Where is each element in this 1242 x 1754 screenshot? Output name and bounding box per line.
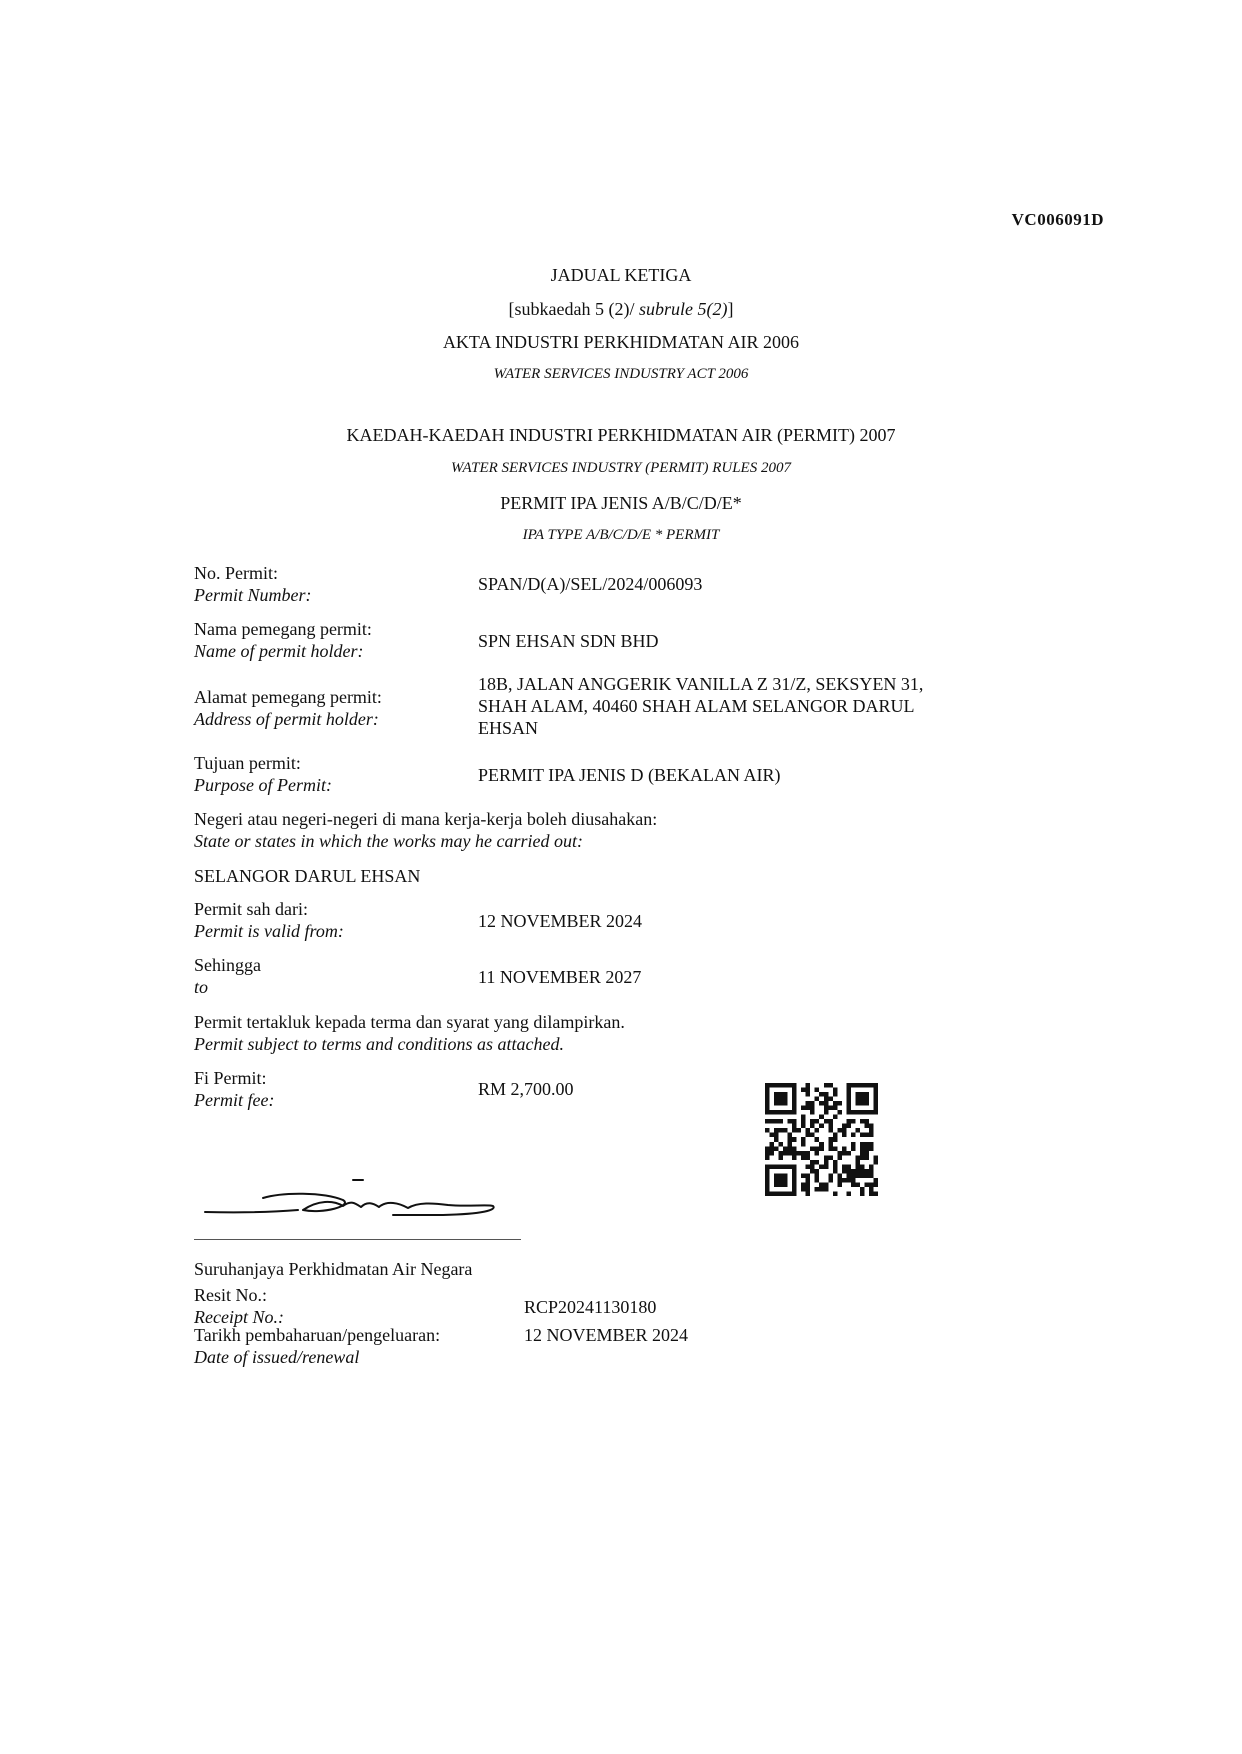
purpose-label-ms: Tujuan permit: <box>194 753 301 773</box>
signatory-organisation: Suruhanjaya Perkhidmatan Air Negara <box>194 1259 473 1279</box>
states-label-ms: Negeri atau negeri-negeri di mana kerja-kerja boleh diusahakan: <box>194 809 658 829</box>
valid-from-label <box>194 898 344 942</box>
purpose-value: PERMIT IPA JENIS D (BEKALAN AIR) <box>478 765 781 785</box>
valid-to-label-ms: Sehingga <box>194 955 261 975</box>
terms-text-en: Permit subject to terms and conditions as attached. <box>194 1034 564 1054</box>
signature-icon <box>203 1170 513 1220</box>
permit-number-label <box>194 562 311 606</box>
valid-to-value: 11 NOVEMBER 2027 <box>478 967 642 987</box>
rules-title-en: WATER SERVICES INDUSTRY (PERMIT) RULES 2007 <box>451 460 791 476</box>
issue-date-label <box>194 1324 440 1368</box>
subrule-suffix: ] <box>727 299 734 319</box>
subrule-prefix: [subkaedah 5 (2)/ <box>508 299 639 319</box>
fee-value: RM 2,700.00 <box>478 1079 574 1099</box>
receipt-label-ms: Resit No.: <box>194 1285 268 1305</box>
states-value: SELANGOR DARUL EHSAN <box>194 866 421 886</box>
address-line: SHAH ALAM, 40460 SHAH ALAM SELANGOR DARUL <box>478 696 915 716</box>
fee-label-en: Permit fee: <box>194 1090 275 1110</box>
permit-number-label-en: Permit Number: <box>194 585 312 605</box>
permit-number-value: SPAN/D(A)/SEL/2024/006093 <box>478 574 703 594</box>
permit-type-ms: PERMIT IPA JENIS A/B/C/D/E* <box>500 493 742 513</box>
valid-from-label-en: Permit is valid from: <box>194 921 344 941</box>
states-label <box>194 808 657 852</box>
subrule-italic: subrule 5(2) <box>638 299 728 319</box>
issue-date-value: 12 NOVEMBER 2024 <box>524 1325 689 1345</box>
holder-name-label-ms: Nama pemegang permit: <box>194 619 372 639</box>
holder-name-label <box>194 618 372 662</box>
qr-code-icon <box>765 1083 878 1196</box>
receipt-value: RCP20241130180 <box>524 1297 657 1317</box>
purpose-label <box>194 752 332 796</box>
holder-address-value <box>478 673 923 739</box>
act-title-ms: AKTA INDUSTRI PERKHIDMATAN AIR 2006 <box>442 332 800 352</box>
valid-to-label-en: to <box>194 977 209 997</box>
reference-code: VC006091D <box>1011 210 1104 229</box>
states-label-en: State or states in which the works may he carried out: <box>194 831 583 851</box>
schedule-title: JADUAL KETIGA <box>550 265 692 285</box>
address-line: 18B, JALAN ANGGERIK VANILLA Z 31/Z, SEKSYEN 31, <box>478 674 924 694</box>
issue-date-label-en: Date of issued/renewal <box>194 1347 360 1367</box>
subrule-reference <box>0 299 1242 320</box>
holder-name-label-en: Name of permit holder: <box>194 641 364 661</box>
valid-from-value: 12 NOVEMBER 2024 <box>478 911 643 931</box>
act-title-en: WATER SERVICES INDUSTRY ACT 2006 <box>493 366 749 382</box>
terms-text-ms: Permit tertakluk kepada terma dan syarat yang dilampirkan. <box>194 1012 625 1032</box>
rules-title-ms: KAEDAH-KAEDAH INDUSTRI PERKHIDMATAN AIR (PERMIT) 2007 <box>346 425 896 445</box>
fee-label <box>194 1067 274 1111</box>
fee-label-ms: Fi Permit: <box>194 1068 267 1088</box>
receipt-label <box>194 1284 284 1328</box>
valid-to-label <box>194 954 261 998</box>
holder-address-label-en: Address of permit holder: <box>194 709 379 729</box>
issue-date-label-ms: Tarikh pembaharuan/pengeluaran: <box>194 1325 441 1345</box>
purpose-label-en: Purpose of Permit: <box>194 775 332 795</box>
address-line: EHSAN <box>478 718 539 738</box>
valid-from-label-ms: Permit sah dari: <box>194 899 308 919</box>
holder-name-value: SPN EHSAN SDN BHD <box>478 631 659 651</box>
holder-address-label-ms: Alamat pemegang permit: <box>194 687 382 707</box>
holder-address-label <box>194 686 382 730</box>
terms-text <box>194 1011 625 1055</box>
receipt-label-en: Receipt No.: <box>194 1307 284 1327</box>
permit-type-en: IPA TYPE A/B/C/D/E * PERMIT <box>522 527 720 543</box>
signature-line <box>194 1239 521 1240</box>
permit-number-label-ms: No. Permit: <box>194 563 278 583</box>
